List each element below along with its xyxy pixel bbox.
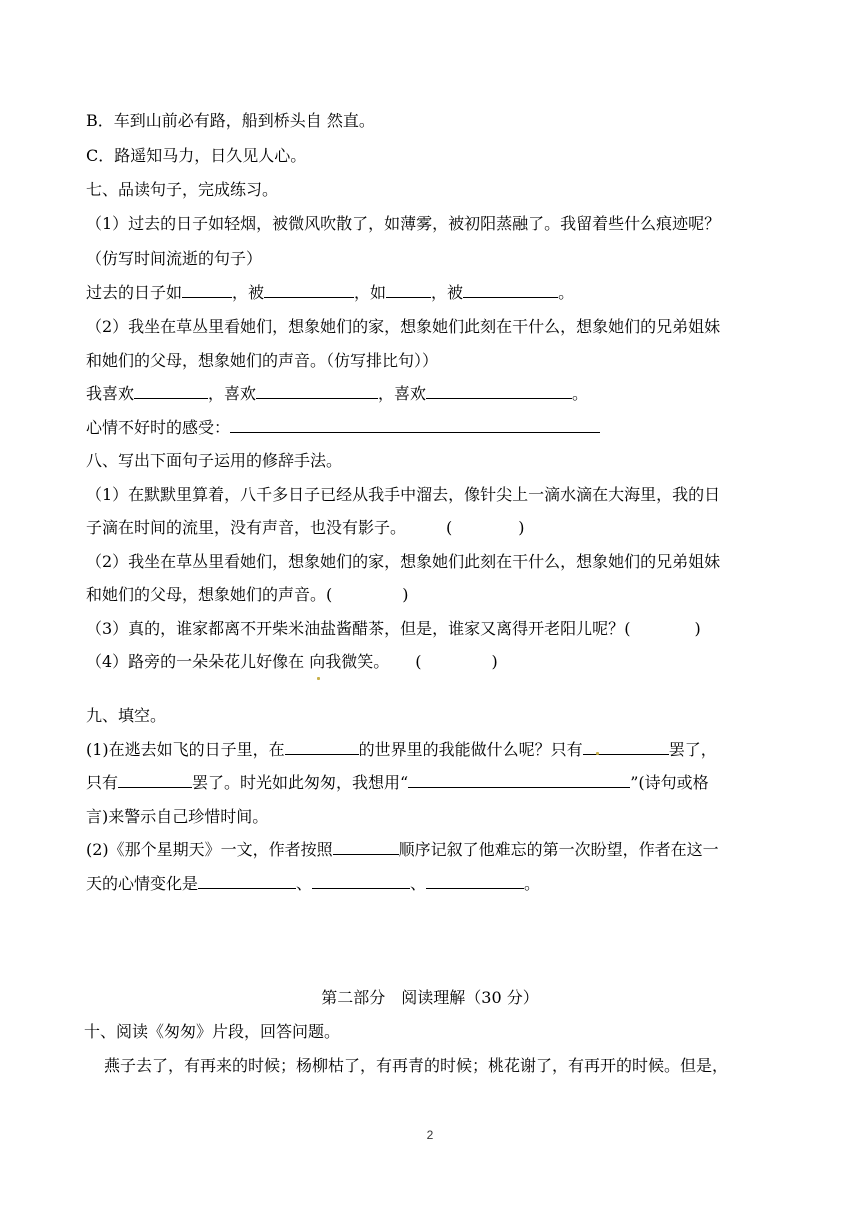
text-fragment: 子滴在时间的流里，没有声音，也没有影子。 [86,518,407,537]
paren-open: ( [415,652,422,671]
section-9-title: 九、填空。 [86,706,167,725]
text-fragment: ，被 [232,283,265,302]
text-fragment: ，如 [354,283,387,302]
s8-question-2-line1: （2）我坐在草丛里看她们，想象她们的家，想象她们此刻在干什么，想象她们的兄弟姐妹 [86,552,721,571]
paren-close: ) [518,518,525,537]
s7-question-2-line2: 和她们的父母，想象她们的声音。（仿写排比句）） [86,351,439,370]
paren-close: ) [491,652,498,671]
text-fragment: 。 [524,874,541,893]
blank-line[interactable] [198,874,296,889]
blank-line[interactable] [408,773,630,788]
text-fragment: 顺序记叙了他难忘的第一次盼望，作者在这一 [398,840,719,859]
s7-mood [86,418,600,438]
text-fragment: 、 [410,874,427,893]
blank-line[interactable] [426,874,524,889]
paren-open: ( [446,518,453,537]
paren-open: ( [624,619,631,638]
s8-question-1-line1: （1）在默默里算着，八千多日子已经从我手中溜去，像针尖上一滴水滴在大海里，我的日 [86,485,721,504]
blank-line[interactable] [118,773,192,788]
s9-question-1-line1 [86,740,717,760]
text-fragment: 我喜欢 [86,384,135,403]
section-8-title: 八、写出下面句子运用的修辞手法。 [86,451,343,470]
stray-mark [596,752,599,755]
text-fragment: (1)在逃去如飞的日子里，在 [86,740,285,759]
blank-line[interactable] [333,840,399,855]
s7-answer-1 [86,283,574,303]
s10-passage: 燕子去了，有再来的时候；杨柳枯了，有再青的时候；桃花谢了，有再开的时候。但是， [104,1056,729,1075]
s8-question-2-line2 [86,585,409,605]
blank-line[interactable] [230,418,600,433]
s9-question-1-line2 [86,773,709,793]
s7-question-2-line1: （2）我坐在草丛里看她们，想象她们的家，想象她们此刻在干什么，想象她们的兄弟姐妹 [86,317,721,336]
s9-question-2-line1 [86,840,719,860]
text-fragment: 的世界里的我能做什么呢？只有 [358,740,583,759]
s9-question-2-line2 [86,874,540,894]
paren-open: ( [326,585,333,604]
blank-line[interactable] [182,283,232,298]
s7-answer-2 [86,384,588,404]
s8-question-3 [86,619,701,639]
text-fragment: 罢了， [668,740,717,759]
blank-line[interactable] [386,283,431,298]
text-fragment: 过去的日子如 [86,283,183,302]
text-fragment: 。 [572,384,589,403]
text-fragment: 天的心情变化是 [86,874,199,893]
paren-close: ) [694,619,701,638]
blank-line[interactable] [463,283,558,298]
section-10-title: 十、阅读《匆匆》片段，回答问题。 [84,1022,341,1041]
s9-question-1-line3: 言)来警示自己珍惜时间。 [86,807,269,826]
paren-close: ) [402,585,409,604]
option-c: C．路遥知马力，日久见人心。 [86,146,307,165]
stray-mark [317,677,320,680]
s7-question-1-note: （仿写时间流逝的句子） [86,249,263,268]
page-number: 2 [426,1128,434,1142]
blank-line[interactable] [264,283,354,298]
blank-line[interactable] [285,740,359,755]
text-fragment: 罢了。时光如此匆匆，我想用“ [192,773,409,792]
text-fragment: ，被 [431,283,464,302]
text-fragment: （3）真的，谁家都离不开柴米油盐酱醋茶，但是，谁家又离得开老阳儿呢？ [86,619,625,638]
text-fragment: ，喜欢 [208,384,257,403]
text-fragment: 只有 [86,773,119,792]
text-fragment: 和她们的父母，想象她们的声音。 [86,585,327,604]
text-fragment: ，喜欢 [378,384,427,403]
text-fragment: 、 [296,874,313,893]
text-fragment: 。 [558,283,575,302]
blank-line[interactable] [134,384,208,399]
text-fragment: (2)《那个星期天》一文，作者按照 [86,840,333,859]
blank-line[interactable] [426,384,572,399]
text-fragment: （4）路旁的一朵朵花儿好像在 向我微笑。 [86,652,390,671]
s7-question-1: （1）过去的日子如轻烟，被微风吹散了，如薄雾，被初阳蒸融了。我留着些什么痕迹呢？ [86,214,721,233]
option-b: B．车到山前必有路，船到桥头自 然直。 [86,111,375,130]
text-fragment: 心情不好时的感受： [86,418,231,437]
blank-line[interactable] [256,384,378,399]
section-7-title: 七、品读句子，完成练习。 [86,180,279,199]
s8-question-1-line2 [86,518,525,538]
text-fragment: ”(诗句或格 [630,773,709,792]
s8-question-4 [86,652,498,672]
blank-line[interactable] [312,874,410,889]
part-2-title: 第二部分 阅读理解（30 分） [321,988,539,1007]
